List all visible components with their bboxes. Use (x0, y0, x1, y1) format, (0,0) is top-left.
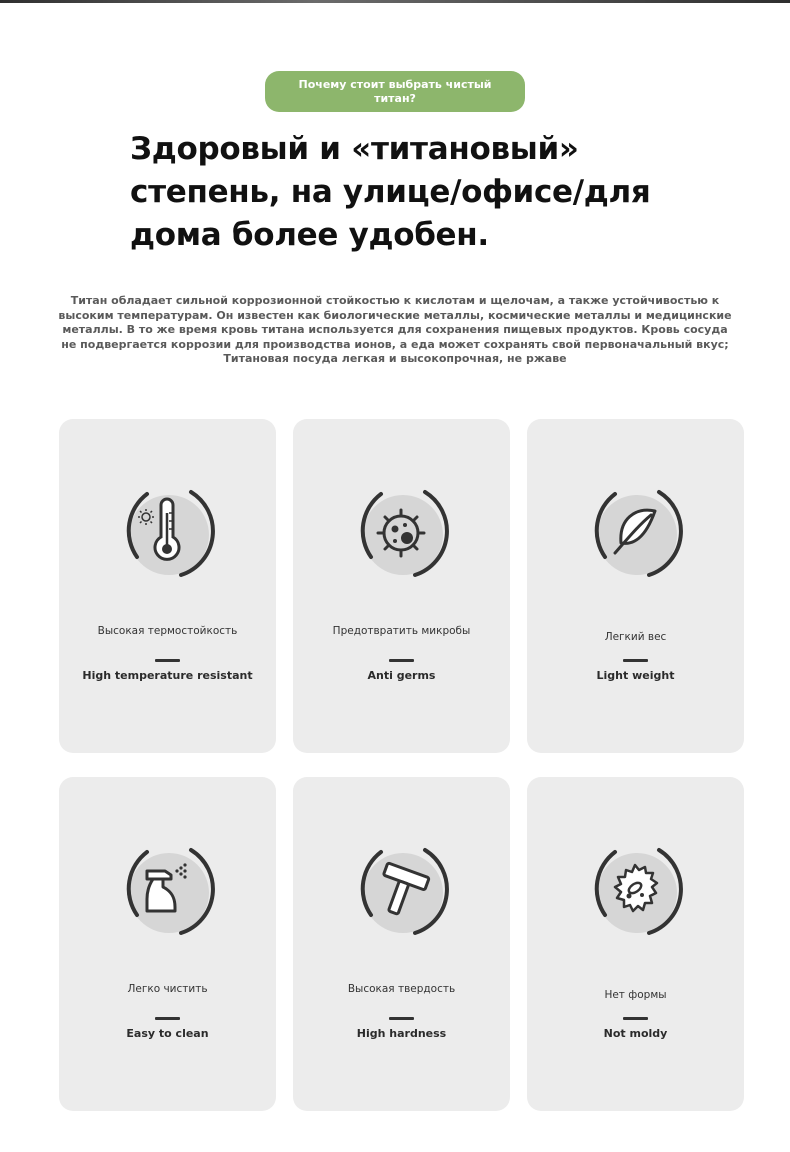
feature-label-en: Not moldy (603, 1027, 668, 1040)
feature-label-ru: Высокая термостойкость (97, 625, 238, 637)
feature-label-ru: Легко чистить (127, 983, 208, 995)
feature-label-en: Light weight (596, 669, 675, 682)
germ-icon (351, 483, 451, 583)
feature-label-en: High hardness (356, 1027, 447, 1040)
description-text: Титан обладает сильной коррозионной стойкостью к кислотам и щелочам, а также устойчивостью к высоким температурам. Он известен как биологические металлы, космические металлы и медицинские металлы. В то же время кровь титана используется для сохранения пищевых продуктов. Кровь сосуда не подвергается коррозии для производства ионов, а еда может сохранять свой первоначальный вкус; Титановая посуда легкая и высокопрочная, не ржаве (58, 294, 732, 365)
feature-divider (623, 1017, 648, 1020)
feather-icon (585, 483, 685, 583)
feature-label-en: Easy to clean (126, 1027, 209, 1040)
feature-label-ru: Высокая твердость (347, 983, 456, 995)
feature-label-ru: Предотвратить микробы (332, 625, 471, 637)
feature-divider (623, 659, 648, 662)
thermometer-icon (117, 483, 217, 583)
page-headline: Здоровый и «титановый» степень, на улице/офисе/для дома более удобен. (130, 131, 651, 253)
feature-card-hardness (293, 777, 510, 1111)
why-titanium-badge (265, 71, 525, 112)
feature-label-en: Anti germs (367, 669, 436, 682)
feature-card-germs (293, 419, 510, 753)
feature-divider (389, 1017, 414, 1020)
feature-divider (155, 1017, 180, 1020)
feature-card-mold (527, 777, 744, 1111)
hammer-icon (351, 841, 451, 941)
feature-divider (389, 659, 414, 662)
feature-card-weight (527, 419, 744, 753)
mold-icon (585, 841, 685, 941)
feature-card-clean (59, 777, 276, 1111)
spray-bottle-icon (117, 841, 217, 941)
feature-label-en: High temperature resistant (82, 669, 253, 682)
feature-label-ru: Нет формы (604, 989, 667, 1001)
feature-label-ru: Легкий вес (604, 631, 667, 643)
feature-divider (155, 659, 180, 662)
top-divider (0, 0, 790, 3)
badge-label: Почему стоит выбрать чистый титан? (298, 77, 492, 105)
feature-card-heat (59, 419, 276, 753)
